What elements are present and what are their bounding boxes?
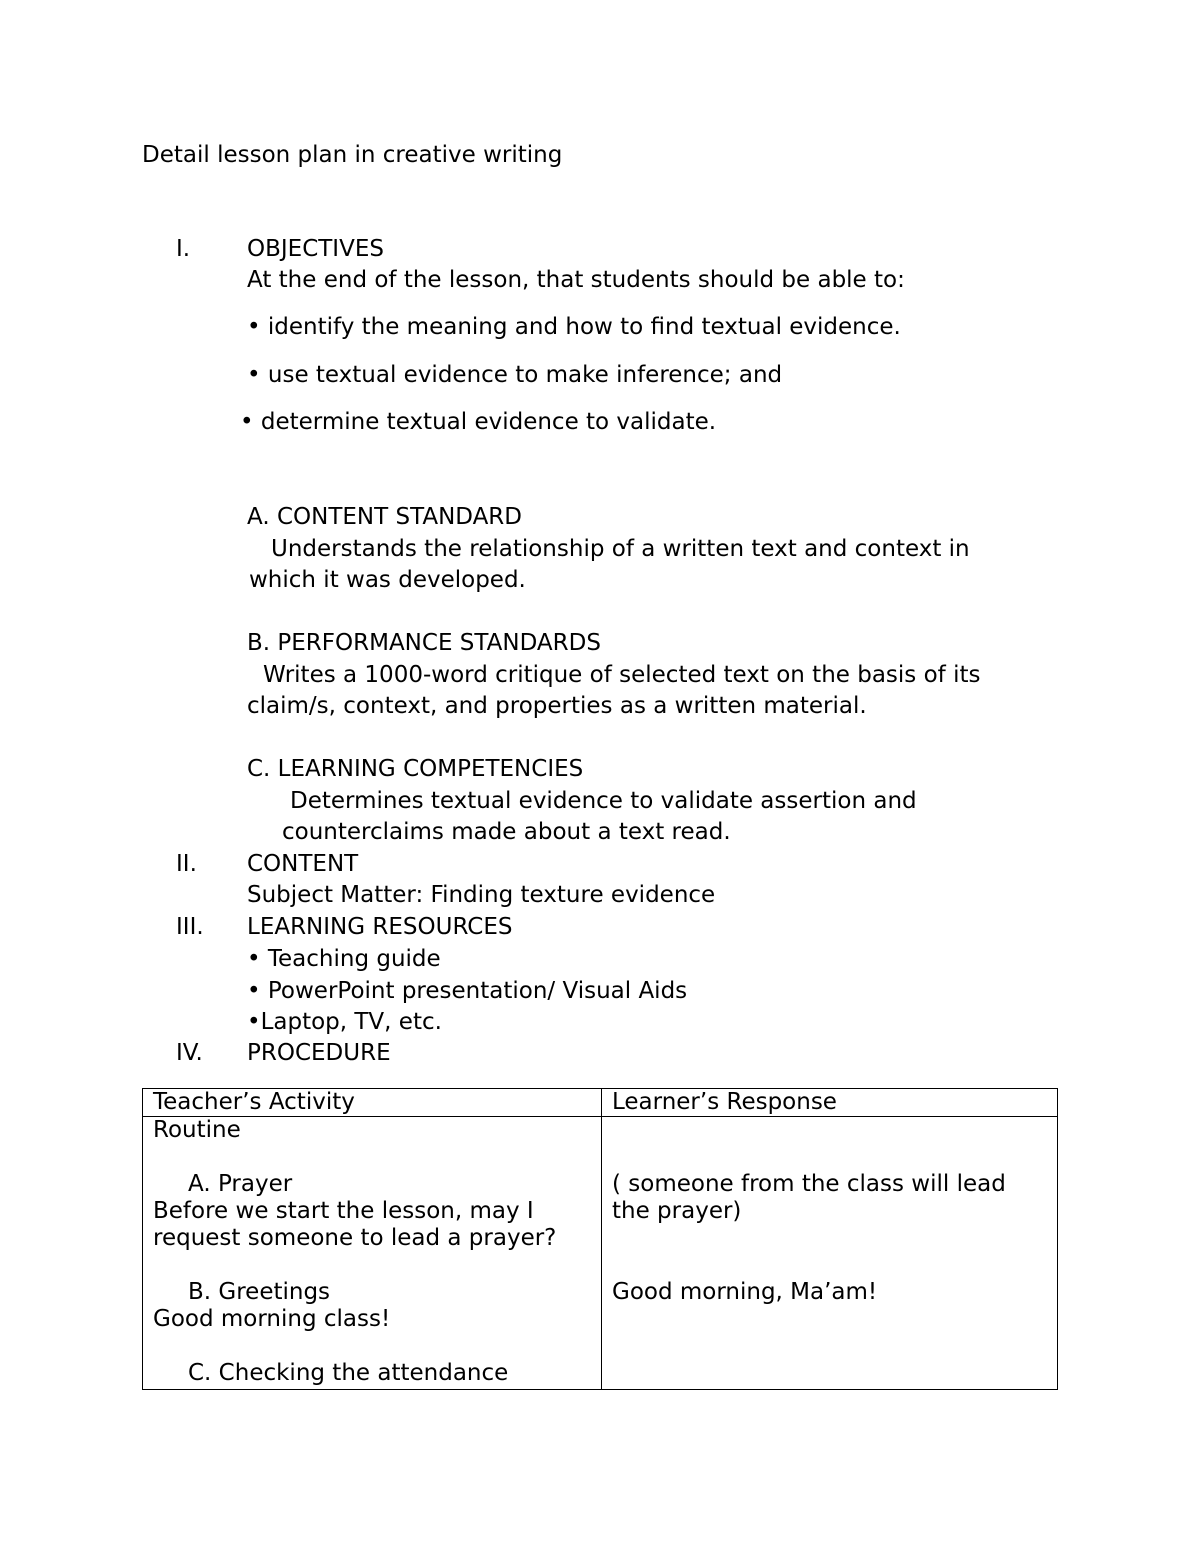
learner-response-cell	[602, 1117, 1058, 1390]
table-row	[143, 1117, 1058, 1390]
prayer-line-2: request someone to lead a prayer?	[153, 1225, 557, 1251]
learning-competencies-heading: C. LEARNING COMPETENCIES	[247, 756, 584, 782]
objectives-heading: OBJECTIVES	[247, 236, 384, 262]
performance-standards-line-2: claim/s, context, and properties as a written material.	[247, 693, 867, 719]
blank-line	[612, 1252, 1057, 1279]
blank-line	[153, 1252, 601, 1279]
procedure-heading: PROCEDURE	[247, 1040, 391, 1066]
routine-label: Routine	[153, 1117, 241, 1143]
section-numeral-3: III.	[176, 914, 204, 940]
subject-matter: Subject Matter: Finding texture evidence	[247, 882, 716, 908]
learner-response-header: Learner’s Response	[602, 1089, 1058, 1117]
content-heading: CONTENT	[247, 851, 359, 877]
performance-standards-line-1: Writes a 1000-word critique of selected text on the basis of its	[263, 662, 981, 688]
learning-competencies-line-2: counterclaims made about a text read.	[282, 819, 731, 845]
teacher-activity-cell	[143, 1117, 602, 1390]
blank-line	[612, 1117, 1057, 1144]
content-standard-line-1: Understands the relationship of a written text and context in	[271, 536, 970, 562]
table-header-row	[143, 1089, 1058, 1117]
section-numeral-4: IV.	[176, 1040, 203, 1066]
document-title: Detail lesson plan in creative writing	[142, 142, 563, 168]
resource-item-1: • Teaching guide	[247, 946, 441, 972]
greetings-line: Good morning class!	[153, 1306, 391, 1332]
blank-line	[153, 1333, 601, 1360]
greetings-heading: B. Greetings	[188, 1279, 331, 1305]
objectives-intro: At the end of the lesson, that students should be able to:	[247, 267, 905, 293]
objective-bullet-1: • identify the meaning and how to find textual evidence.	[247, 314, 901, 340]
learning-competencies-line-1: Determines textual evidence to validate assertion and	[290, 788, 917, 814]
prayer-heading: A. Prayer	[188, 1171, 293, 1197]
section-numeral-2: II.	[176, 851, 197, 877]
resource-item-2: • PowerPoint presentation/ Visual Aids	[247, 978, 688, 1004]
objective-bullet-2: • use textual evidence to make inference; and	[247, 362, 783, 388]
learning-resources-heading: LEARNING RESOURCES	[247, 914, 513, 940]
procedure-table	[142, 1088, 1058, 1390]
attendance-heading: C. Checking the attendance	[188, 1360, 509, 1386]
learner-greetings-line: Good morning, Ma’am!	[612, 1279, 878, 1305]
content-standard-line-2: which it was developed.	[249, 567, 526, 593]
performance-standards-heading: B. PERFORMANCE STANDARDS	[247, 630, 601, 656]
blank-line	[612, 1144, 1057, 1171]
resource-item-3: •Laptop, TV, etc.	[247, 1009, 442, 1035]
blank-line	[612, 1225, 1057, 1252]
section-numeral-1: I.	[176, 236, 191, 262]
content-standard-heading: A. CONTENT STANDARD	[247, 504, 523, 530]
blank-line	[153, 1144, 601, 1171]
teacher-activity-header: Teacher’s Activity	[143, 1089, 602, 1117]
objective-bullet-3: • determine textual evidence to validate.	[240, 409, 717, 435]
learner-prayer-line-2: the prayer)	[612, 1198, 742, 1224]
prayer-line-1: Before we start the lesson, may I	[153, 1198, 534, 1224]
learner-prayer-line-1: ( someone from the class will lead	[612, 1171, 1006, 1197]
